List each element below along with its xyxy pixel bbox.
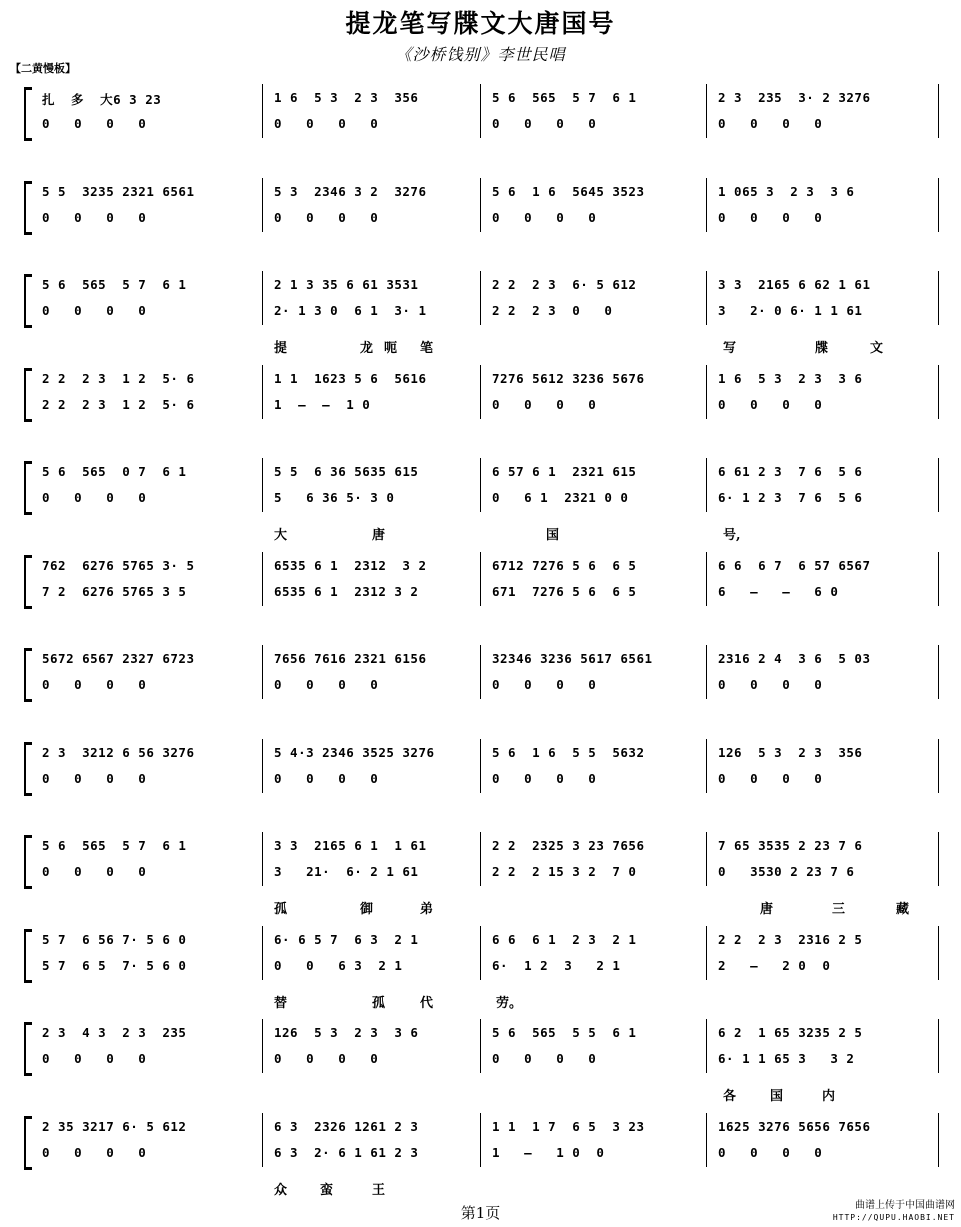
barline [262, 926, 263, 980]
accompaniment-line: 0 0 0 0 [274, 116, 379, 131]
accompaniment-line: 5 7 6 5 7· 5 6 0 [42, 957, 187, 973]
melody-line: 5672 6567 2327 6723 [42, 651, 195, 666]
measure [712, 1111, 932, 1181]
accompaniment-line: 0 0 0 0 [42, 864, 147, 879]
measure [486, 643, 706, 713]
measure [712, 363, 932, 433]
measure [268, 550, 480, 620]
measure [712, 830, 932, 900]
lyric: 号, [723, 528, 741, 543]
barline [706, 84, 707, 138]
system-bracket [24, 461, 32, 515]
measure [486, 176, 706, 246]
barline [262, 178, 263, 232]
melody-line: 762 6276 5765 3· 5 [42, 557, 195, 573]
accompaniment-line: 2 2 2 3 0 0 [492, 303, 613, 318]
melody-line: 6· 6 5 7 6 3 2 1 [274, 931, 419, 947]
barline [938, 1019, 939, 1073]
accompaniment-line: 0 0 0 0 [274, 677, 379, 692]
melody-line: 6 3 2326 1261 2 3 [274, 1118, 419, 1134]
accompaniment-line: 7 2 6276 5765 3 5 [42, 583, 187, 599]
measure [36, 737, 260, 807]
melody-line: 1 1 1 7 6 5 3 23 [492, 1118, 645, 1134]
measure [268, 269, 480, 339]
measure [486, 269, 706, 339]
system-bracket [24, 742, 32, 796]
barline [262, 1019, 263, 1073]
tempo-marking: 【二黄慢板】 [10, 62, 76, 75]
barline [706, 365, 707, 419]
measure [712, 176, 932, 246]
melody-line: 7276 5612 3236 5676 [492, 370, 645, 386]
measure [486, 550, 706, 620]
accompaniment-line: 0 0 0 0 [492, 209, 597, 225]
melody-line: 2 2 2 3 2316 2 5 [718, 931, 863, 947]
accompaniment-line: 0 0 0 0 [492, 116, 597, 131]
melody-line: 5 6 1 6 5645 3523 [492, 183, 645, 199]
barline [938, 178, 939, 232]
lyric: 弟 [420, 902, 434, 917]
lyric: 众 [274, 1182, 288, 1198]
lyric: 提 [274, 341, 288, 356]
melody-line: 2 2 2 3 6· 5 612 [492, 277, 637, 292]
system-bracket [24, 555, 32, 609]
measure [36, 176, 260, 246]
accompaniment-line: 1 — — 1 0 [274, 396, 371, 412]
lyric: 代 [420, 995, 434, 1011]
barline [938, 365, 939, 419]
system-bracket [24, 1022, 32, 1076]
page-title: 提龙笔写牒文大唐国号 [345, 9, 616, 38]
accompaniment-line: 0 0 0 0 [274, 209, 379, 225]
accompaniment-line: 0 0 0 0 [42, 1144, 147, 1160]
lyric: 替 [274, 995, 288, 1011]
lyric: 文 [870, 341, 884, 356]
measure [712, 550, 932, 620]
barline [938, 832, 939, 886]
accompaniment-line: 6535 6 1 2312 3 2 [274, 583, 419, 599]
accompaniment-line: 2· 1 3 0 6 1 3· 1 [274, 303, 427, 318]
measure [712, 1017, 932, 1087]
measure [268, 363, 480, 433]
measure [36, 924, 260, 994]
lyric: 国 [546, 528, 560, 543]
accompaniment-line: 0 0 0 0 [42, 490, 147, 505]
melody-line: 5 6 565 0 7 6 1 [42, 464, 187, 479]
barline [262, 832, 263, 886]
lyric: 呃 [384, 341, 398, 356]
barline [938, 458, 939, 512]
melody-line: 6 2 1 65 3235 2 5 [718, 1025, 863, 1040]
measure [36, 1017, 260, 1087]
measure [712, 643, 932, 713]
melody-line: 5 7 6 56 7· 5 6 0 [42, 931, 187, 947]
accompaniment-line: 0 0 0 0 [274, 770, 379, 786]
melody-line: 5 6 565 5 5 6 1 [492, 1025, 637, 1040]
melody-line: 5 5 3235 2321 6561 [42, 183, 195, 199]
measure [486, 363, 706, 433]
barline [480, 645, 481, 699]
barline [938, 739, 939, 793]
barline [480, 926, 481, 980]
measure [268, 737, 480, 807]
accompaniment-line: 0 0 0 0 [42, 1051, 147, 1066]
barline [938, 645, 939, 699]
melody-line: 2 3 4 3 2 3 235 [42, 1025, 187, 1040]
measure [268, 1111, 480, 1181]
barline [706, 1113, 707, 1167]
melody-line: 1 1 1623 5 6 5616 [274, 370, 427, 386]
accompaniment-line: 0 0 0 0 [718, 1144, 823, 1160]
barline [262, 645, 263, 699]
accompaniment-line: 6· 1 2 3 7 6 5 6 [718, 490, 863, 505]
lyric: 大 [274, 528, 288, 543]
accompaniment-line: 1 — 1 0 0 [492, 1144, 605, 1160]
system-bracket [24, 368, 32, 422]
lyric: 笔 [420, 341, 434, 356]
measure [712, 456, 932, 526]
measure [268, 1017, 480, 1087]
measure [486, 456, 706, 526]
measure [268, 924, 480, 994]
measure [268, 830, 480, 900]
measure [486, 1017, 706, 1087]
melody-line: 5 6 565 5 7 6 1 [42, 277, 187, 292]
measure [712, 269, 932, 339]
melody-line: 5 6 565 5 7 6 1 [42, 838, 187, 853]
measure [36, 643, 260, 713]
measure [268, 176, 480, 246]
measure [486, 737, 706, 807]
melody-line: 6 6 6 7 6 57 6567 [718, 557, 871, 573]
measure [712, 82, 932, 152]
accompaniment-line: 3 21· 6· 2 1 61 [274, 864, 419, 879]
measure [36, 830, 260, 900]
barline [480, 1019, 481, 1073]
melody-line: 5 5 6 36 5635 615 [274, 464, 419, 479]
barline [262, 1113, 263, 1167]
measure [486, 1111, 706, 1181]
lyric: 孤 [372, 995, 386, 1011]
barline [706, 178, 707, 232]
page-number: 第1页 [460, 1204, 501, 1222]
melody-line: 126 5 3 2 3 3 6 [274, 1025, 419, 1040]
lyric: 御 [360, 902, 374, 917]
melody-line: 6 6 6 1 2 3 2 1 [492, 931, 637, 947]
accompaniment-line: 0 3530 2 23 7 6 [718, 864, 855, 879]
accompaniment-line: 3 2· 0 6· 1 1 61 [718, 303, 863, 318]
lyric: 藏 [896, 902, 910, 917]
accompaniment-line: 0 0 0 0 [42, 116, 147, 131]
lyric: 各 [723, 1089, 737, 1104]
barline [706, 552, 707, 606]
barline [706, 926, 707, 980]
barline [262, 552, 263, 606]
system-bracket [24, 929, 32, 983]
accompaniment-line: 0 0 0 0 [718, 677, 823, 692]
accompaniment-line: 0 0 0 0 [42, 677, 147, 692]
melody-line: 2 2 2 3 1 2 5· 6 [42, 370, 195, 386]
barline [706, 271, 707, 325]
accompaniment-line: 671 7276 5 6 6 5 [492, 583, 637, 599]
accompaniment-line: 0 0 0 0 [718, 209, 823, 225]
barline [706, 832, 707, 886]
barline [706, 458, 707, 512]
measure [36, 456, 260, 526]
accompaniment-line: 6 — — 6 0 [718, 583, 839, 599]
melody-line: 6535 6 1 2312 3 2 [274, 557, 427, 573]
barline [706, 739, 707, 793]
barline [480, 1113, 481, 1167]
barline [262, 365, 263, 419]
system-bracket [24, 181, 32, 235]
measure [486, 82, 706, 152]
melody-line: 6712 7276 5 6 6 5 [492, 557, 637, 573]
melody-line: 1625 3276 5656 7656 [718, 1118, 871, 1134]
barline [938, 271, 939, 325]
lyric: 唐 [760, 902, 774, 917]
barline [938, 926, 939, 980]
barline [480, 832, 481, 886]
system-bracket [24, 835, 32, 889]
barline [262, 458, 263, 512]
measure [712, 924, 932, 994]
barline [480, 458, 481, 512]
accompaniment-line: 6· 1 1 65 3 3 2 [718, 1051, 855, 1066]
watermark-text: 曲谱上传于中国曲谱网 [855, 1200, 955, 1211]
measure [712, 737, 932, 807]
barline [480, 552, 481, 606]
watermark [833, 1200, 955, 1224]
accompaniment-line: 5 6 36 5· 3 0 [274, 490, 395, 505]
lyric: 孤 [274, 902, 288, 917]
accompaniment-line: 2 — 2 0 0 [718, 957, 831, 973]
lyric: 劳。 [496, 995, 523, 1011]
barline [480, 271, 481, 325]
melody-line: 2316 2 4 3 6 5 03 [718, 651, 871, 666]
barline [480, 365, 481, 419]
measure [36, 82, 260, 152]
accompaniment-line: 0 0 0 0 [492, 396, 597, 412]
accompaniment-line: 0 0 0 0 [492, 1051, 597, 1066]
accompaniment-line: 0 0 0 0 [42, 303, 147, 318]
measure [36, 269, 260, 339]
measure [36, 550, 260, 620]
measure [36, 363, 260, 433]
accompaniment-line: 2 2 2 15 3 2 7 0 [492, 864, 637, 879]
accompaniment-line: 0 0 0 0 [718, 770, 823, 786]
melody-line: 6 57 6 1 2321 615 [492, 464, 637, 479]
accompaniment-line: 0 0 0 0 [718, 396, 823, 412]
melody-line: 5 3 2346 3 2 3276 [274, 183, 427, 199]
accompaniment-line: 6 3 2· 6 1 61 2 3 [274, 1144, 419, 1160]
accompaniment-line: 0 0 6 3 2 1 [274, 957, 403, 973]
system-bracket [24, 1116, 32, 1170]
melody-line: 5 6 1 6 5 5 5632 [492, 744, 645, 760]
system-bracket [24, 648, 32, 702]
lyric: 蛮 [320, 1182, 334, 1198]
melody-line: 1 6 5 3 2 3 3 6 [718, 370, 863, 386]
melody-line: 32346 3236 5617 6561 [492, 651, 653, 666]
barline [938, 552, 939, 606]
accompaniment-line: 0 0 0 0 [492, 770, 597, 786]
melody-line: 3 3 2165 6 1 1 61 [274, 838, 427, 853]
melody-line: 7656 7616 2321 6156 [274, 651, 427, 666]
system-bracket [24, 274, 32, 328]
melody-line: 1 065 3 2 3 3 6 [718, 183, 855, 199]
melody-line: 2 3 235 3· 2 3276 [718, 90, 871, 105]
melody-line: 1 6 5 3 2 3 356 [274, 90, 419, 105]
lyric: 唐 [372, 528, 386, 543]
accompaniment-line: 2 2 2 3 1 2 5· 6 [42, 396, 195, 412]
melody-line: 5 6 565 5 7 6 1 [492, 90, 637, 105]
accompaniment-line: 0 0 0 0 [492, 677, 597, 692]
measure [268, 456, 480, 526]
melody-line: 2 35 3217 6· 5 612 [42, 1118, 187, 1134]
accompaniment-line: 0 6 1 2321 0 0 [492, 490, 629, 505]
lyric: 写 [723, 341, 737, 356]
barline [706, 1019, 707, 1073]
melody-line: 2 1 3 35 6 61 3531 [274, 277, 419, 292]
lyric: 龙 [360, 341, 374, 356]
measure [268, 82, 480, 152]
melody-line: 126 5 3 2 3 356 [718, 744, 863, 760]
lyric: 牒 [815, 341, 829, 356]
melody-line: 6 61 2 3 7 6 5 6 [718, 464, 863, 479]
measure [268, 643, 480, 713]
lyric: 内 [822, 1089, 836, 1104]
lyric: 三 [832, 902, 846, 917]
barline [262, 84, 263, 138]
accompaniment-line: 0 0 0 0 [42, 209, 147, 225]
barline [262, 271, 263, 325]
measure [486, 830, 706, 900]
melody-line: 3 3 2165 6 62 1 61 [718, 277, 871, 292]
barline [480, 84, 481, 138]
measure [36, 1111, 260, 1181]
barline [938, 1113, 939, 1167]
measure [486, 924, 706, 994]
barline [262, 739, 263, 793]
lyric: 国 [770, 1089, 784, 1104]
barline [480, 178, 481, 232]
lyric: 王 [372, 1182, 386, 1198]
melody-line: 2 3 3212 6 56 3276 [42, 744, 195, 760]
melody-line: 5 4·3 2346 3525 3276 [274, 744, 435, 760]
accompaniment-line: 0 0 0 0 [42, 770, 147, 786]
melody-line: 扎 多 大6 3 23 [42, 92, 162, 107]
barline [706, 645, 707, 699]
accompaniment-line: 6· 1 2 3 2 1 [492, 957, 621, 973]
page-subtitle: 《沙桥饯别》李世民唱 [395, 45, 566, 64]
melody-line: 7 65 3535 2 23 7 6 [718, 838, 863, 853]
accompaniment-line: 0 0 0 0 [274, 1051, 379, 1066]
accompaniment-line: 0 0 0 0 [718, 116, 823, 131]
system-bracket [24, 87, 32, 141]
watermark-url: HTTP://QUPU.HAOBI.NET [832, 1213, 955, 1222]
melody-line: 2 2 2325 3 23 7656 [492, 838, 645, 853]
barline [938, 84, 939, 138]
barline [480, 739, 481, 793]
